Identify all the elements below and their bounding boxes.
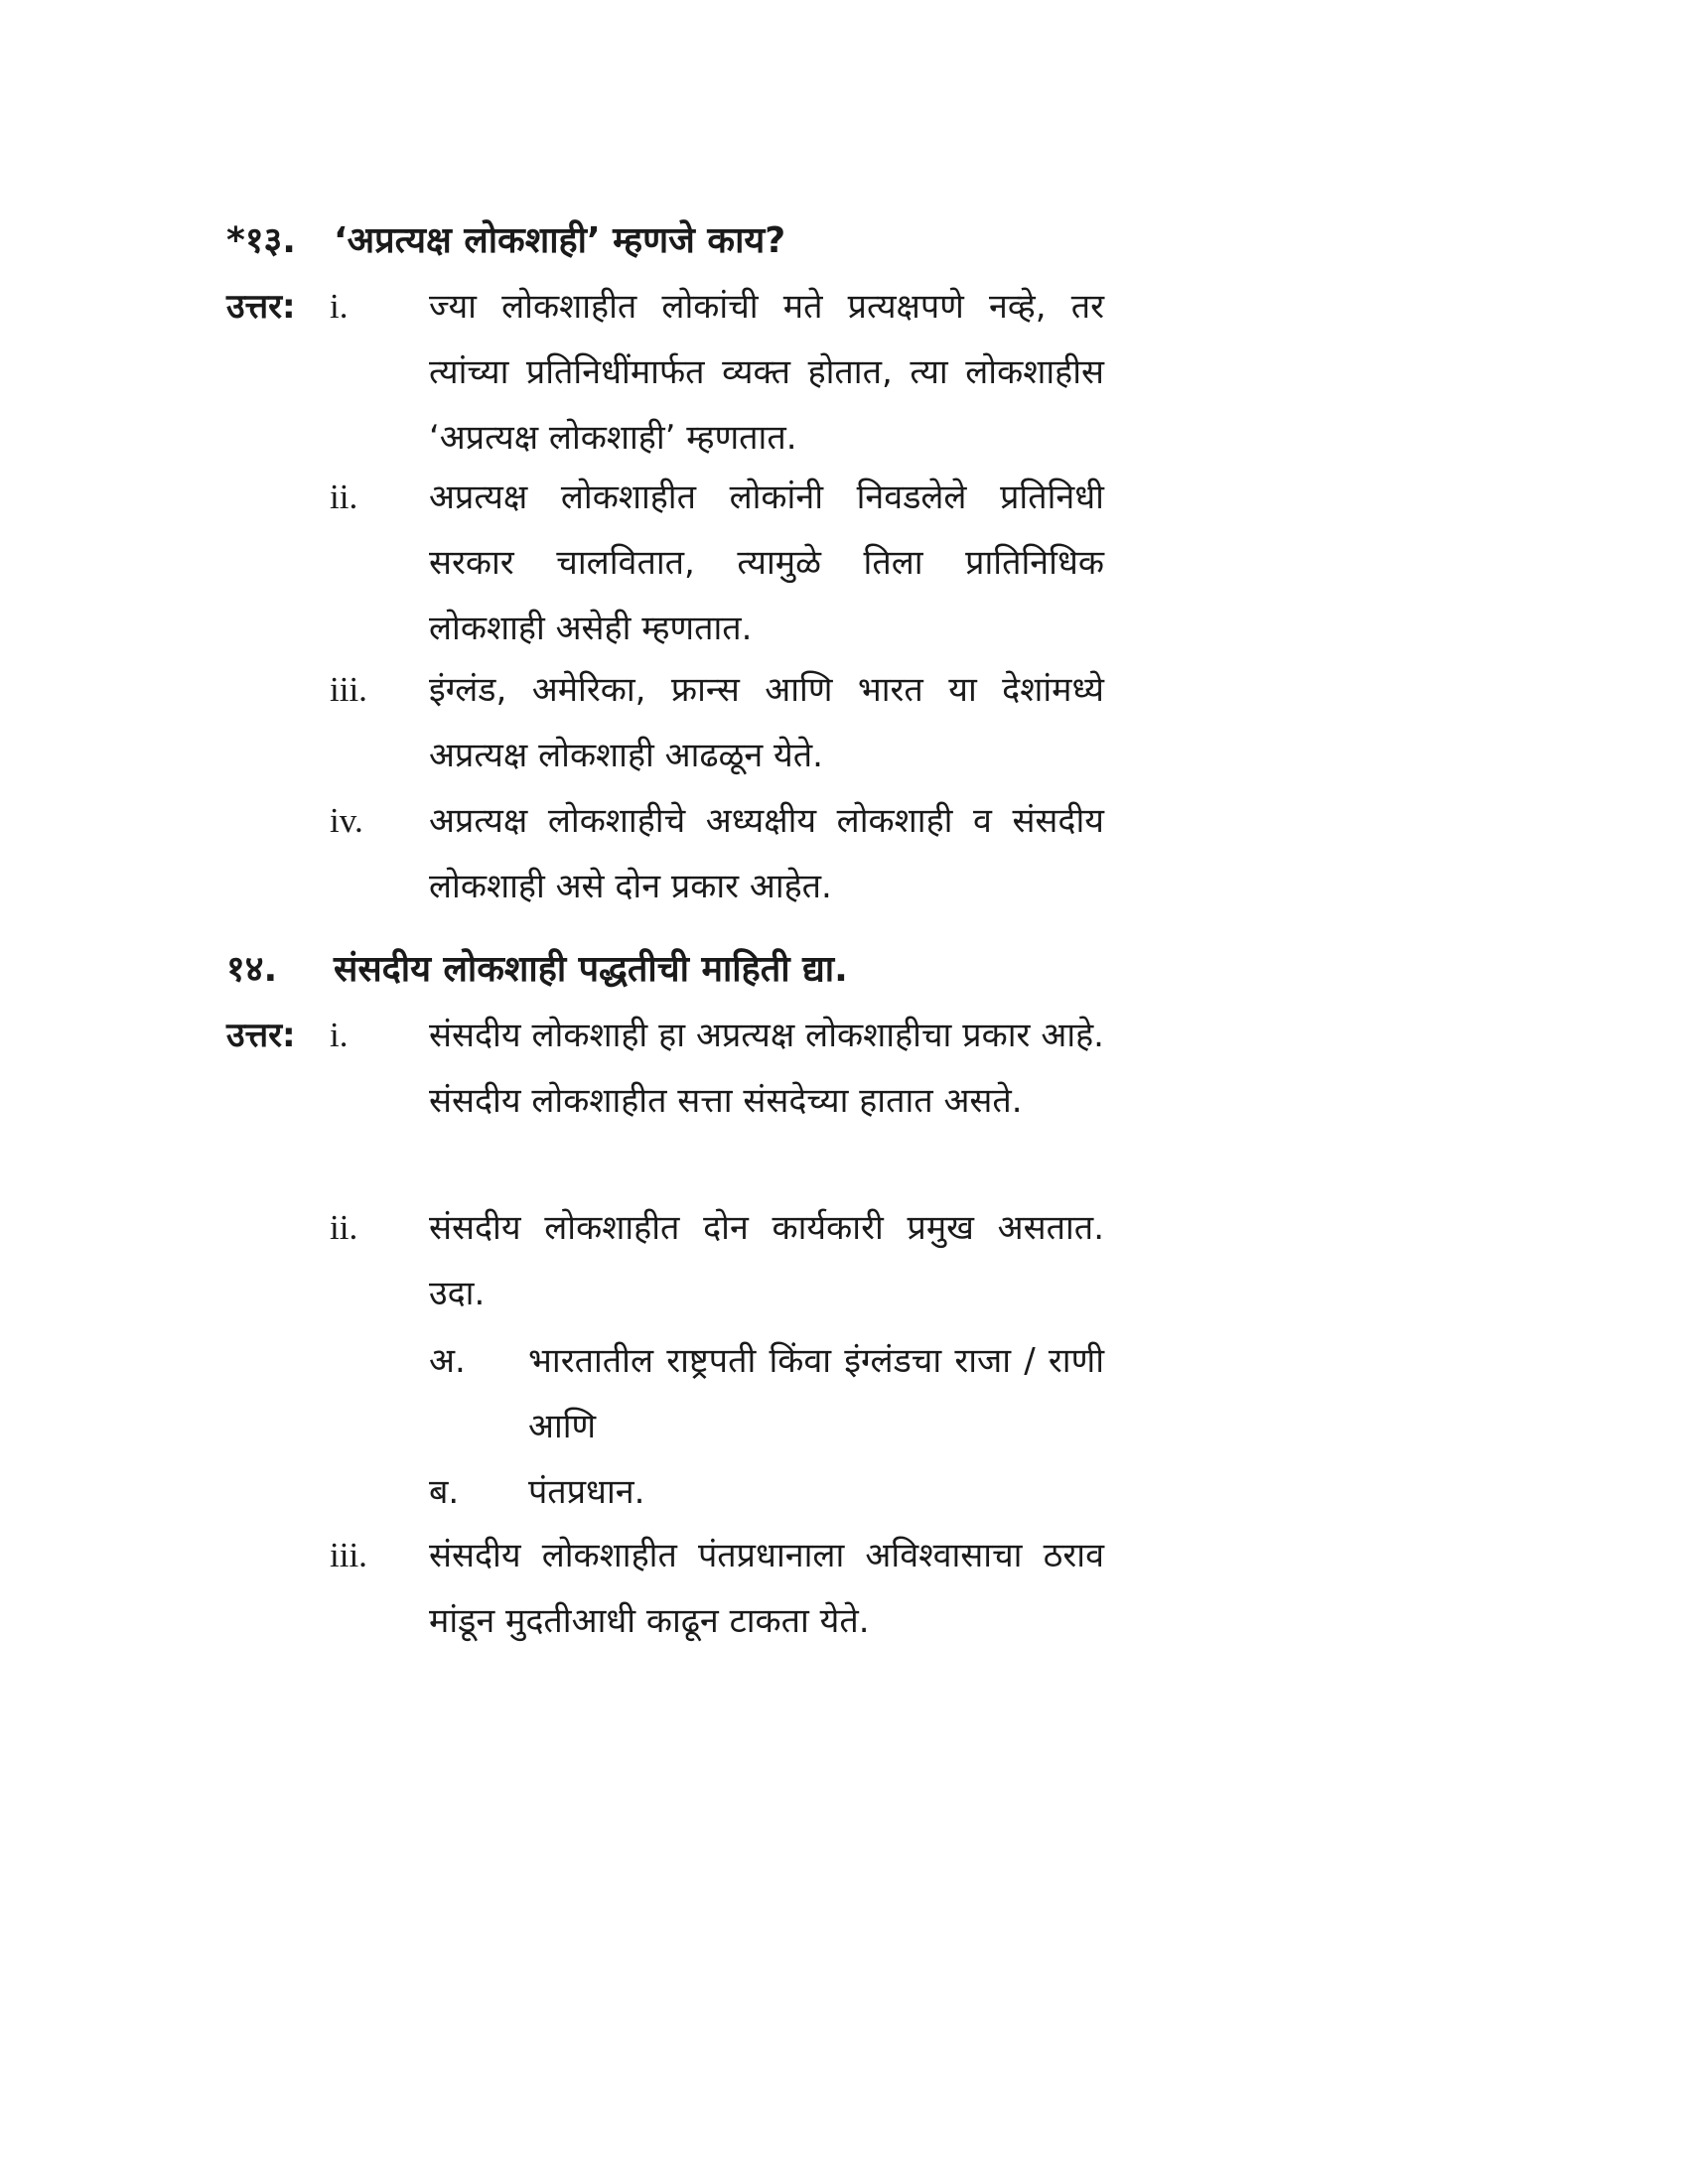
question-14-heading [226,945,848,995]
answer-point: अप्रत्यक्ष लोकशाहीत लोकांनी निवडलेले प्रतिनिधी सरकार चालवितात, त्यामुळे तिला प्रातिनिधिक लोकशाही असेही म्हणतात. [429,478,1104,648]
point-marker: i. [330,1016,349,1054]
point-marker: iii. [330,670,367,709]
answer-point: इंग्लंड, अमेरिका, फ्रान्स आणि भारत या देशांमध्ये अप्रत्यक्ष लोकशाही आढळून येते. [429,670,1104,775]
question-number: १४. [226,949,278,990]
subpoint-marker: अ. [429,1341,466,1381]
point-marker: ii. [330,1208,358,1247]
answer-label: उत्तर: [226,1016,296,1055]
question-13-heading [226,216,785,266]
answer-label: उत्तर: [226,287,296,327]
answer-point: संसदीय लोकशाहीत पंतप्रधानाला अविश्वासाचा ठराव मांडून मुदतीआधी काढून टाकता येते. [429,1536,1104,1641]
point-marker: iii. [330,1536,367,1574]
point-marker: ii. [330,478,358,516]
answer-point: ज्या लोकशाहीत लोकांची मते प्रत्यक्षपणे नव्हे, तर त्यांच्या प्रतिनिधींमार्फत व्यक्त होतात, त्या लोकशाहीस ‘अप्रत्यक्ष लोकशाही’ म्हणतात. [429,287,1104,458]
subpoint-marker: ब. [429,1472,460,1512]
answer-point: संसदीय लोकशाहीत दोन कार्यकारी प्रमुख असतात. उदा. [429,1208,1104,1313]
question-text: ‘अप्रत्यक्ष लोकशाही’ म्हणजे काय? [334,220,786,261]
point-marker: iv. [330,801,363,840]
question-text: संसदीय लोकशाही पद्धतीची माहिती द्या. [334,949,848,990]
answer-subpoint: भारतातील राष्ट्रपती किंवा इंग्लंडचा राजा / राणी आणि [528,1341,1104,1446]
answer-point: संसदीय लोकशाही हा अप्रत्यक्ष लोकशाहीचा प्रकार आहे. संसदीय लोकशाहीत सत्ता संसदेच्या हातात असते. [429,1016,1104,1121]
answer-subpoint: पंतप्रधान. [528,1472,645,1512]
question-number: *१३. [226,220,296,261]
answer-point: अप्रत्यक्ष लोकशाहीचे अध्यक्षीय लोकशाही व संसदीय लोकशाही असे दोन प्रकार आहेत. [429,801,1104,906]
point-marker: i. [330,287,349,326]
